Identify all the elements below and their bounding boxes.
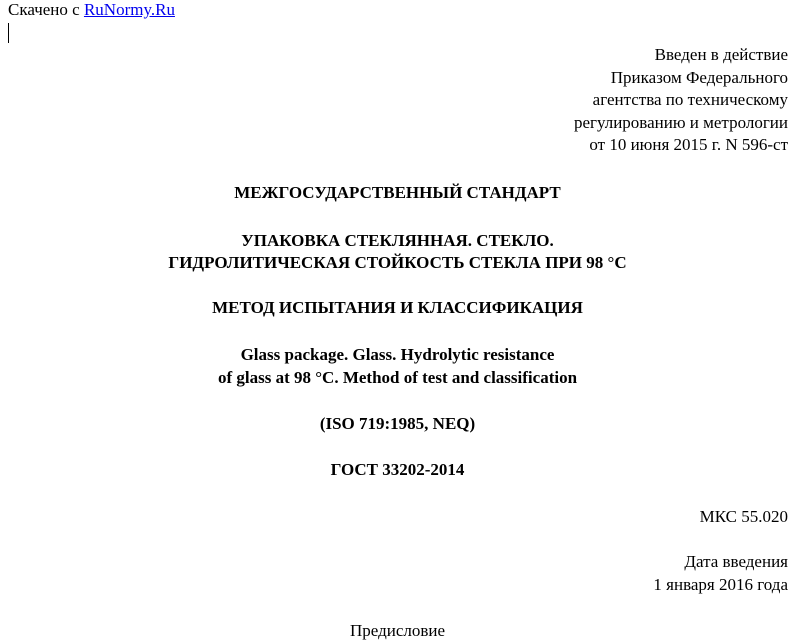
text-cursor — [8, 23, 9, 43]
approval-block — [574, 44, 788, 157]
approval-line: Введен в действие — [654, 45, 788, 64]
gost-number: ГОСТ 33202-2014 — [330, 460, 465, 479]
mks-code: МКС 55.020 — [699, 507, 788, 526]
preface-heading: Предисловие — [349, 621, 446, 640]
title-line-1: УПАКОВКА СТЕКЛЯННАЯ. СТЕКЛО. — [241, 231, 554, 250]
intro-date-label: Дата введения — [684, 552, 788, 571]
title-line-3: МЕТОД ИСПЫТАНИЯ И КЛАССИФИКАЦИЯ — [212, 298, 583, 317]
approval-line: от 10 июня 2015 г. N 596-ст — [589, 135, 788, 154]
english-title-line-2: of glass at 98 °C. Method of test and classification — [217, 368, 578, 387]
approval-line: агентства по техническому — [592, 90, 788, 109]
standard-type-heading: МЕЖГОСУДАРСТВЕННЫЙ СТАНДАРТ — [234, 183, 561, 202]
source-link[interactable]: RuNormy.Ru — [83, 0, 175, 19]
intro-date-value: 1 января 2016 года — [653, 575, 788, 594]
title-line-2: ГИДРОЛИТИЧЕСКАЯ СТОЙКОСТЬ СТЕКЛА ПРИ 98 °С — [168, 253, 627, 272]
source-prefix: Скачено с — [8, 0, 80, 19]
iso-reference: (ISO 719:1985, NEQ) — [319, 414, 476, 433]
approval-line: Приказом Федерального — [610, 67, 788, 87]
english-title-line-1: Glass package. Glass. Hydrolytic resistance — [240, 345, 555, 364]
approval-line: регулированию и метрологии — [573, 112, 788, 132]
source-line — [8, 0, 175, 22]
